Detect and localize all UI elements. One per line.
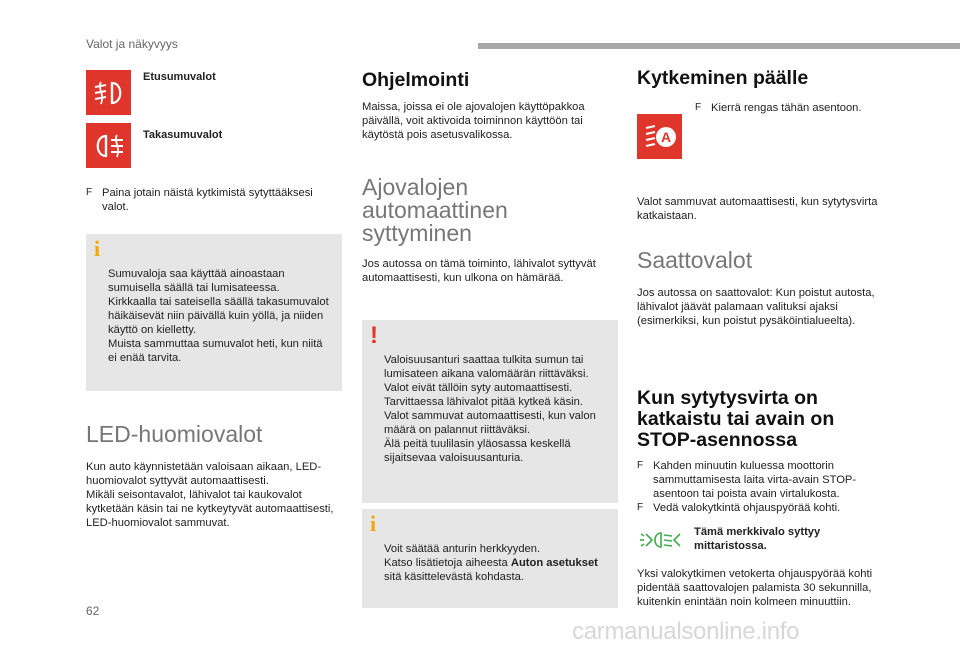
sensor-warning-text: Valoisuusanturi saattaa tulkita sumun tai lumisateen aikana valomäärän riittäväksi. Valot eivät tällöin syty automaattisesti. Tarvittaessa lähivalot pitää kytkeä käsin. Valot sammuvat automaattisesti, kun valon määrä on palannut riittäväksi. Älä peitä tuulilasin yläosassa keskellä sijaitsevaa valoisuusanturia.	[384, 354, 596, 464]
bullet-mark: F	[695, 102, 702, 113]
final-text: Yksi valokytkimen vetokerta ohjauspyörää kohti pidentää saattovalojen palamista 30 sekunnilla, kuitenkin enintään noin kolmeen minuuttiin.	[637, 568, 873, 608]
page-number: 62	[86, 604, 100, 618]
column-2	[362, 60, 618, 608]
header-bar	[478, 43, 960, 49]
auto-headlight-icon	[637, 114, 682, 159]
bullet-mark: F	[637, 460, 644, 471]
auto-lights-title: Ajovalojen automaattinen syttyminen	[362, 174, 508, 246]
rear-fog-label: Takasumuvalot	[143, 129, 223, 141]
switch-on-text: Valot sammuvat automaattisesti, kun sytytysvirta katkaistaan.	[637, 196, 878, 222]
svg-text:A: A	[660, 128, 671, 145]
sensor-info-link: Auton asetukset	[510, 557, 598, 569]
switch-on-title: Kytkeminen päälle	[637, 67, 809, 89]
ignition-off-bullet-2-text: Vedä valokytkintä ohjauspyörää kohti.	[653, 502, 841, 514]
watermark: carmanualsonline.info	[572, 618, 800, 645]
switch-on-row	[637, 101, 893, 161]
programming-text: Maissa, joissa ei ole ajovalojen käyttöpakkoa päivällä, voit aktivoida toiminnon käyttöön tai käytöstä pois asetusvalikossa.	[362, 101, 585, 141]
front-fog-light-icon	[86, 70, 131, 115]
ignition-off-bullet-2	[637, 501, 893, 515]
escort-title: Saattovalot	[637, 247, 753, 273]
programming-title: Ohjelmointi	[362, 69, 470, 91]
sensor-info-box	[362, 509, 618, 608]
info-icon: i	[94, 236, 101, 261]
led-text: Kun auto käynnistetään valoisaan aikaan, LED-huomiovalot syttyvät automaattisesti. Mikäli seisontavalot, lähivalot tai kaukovalot kytketään käsin tai ne kytkeytyvät automaattisesti, LED-huomiovalot sammuvat.	[86, 461, 334, 529]
ignition-off-bullet-1	[637, 459, 893, 501]
indicator-label: Tämä merkkivalo syttyy mittaristossa.	[694, 526, 821, 552]
bullet-mark: F	[637, 502, 644, 513]
col1-bullet-text: Paina jotain näistä kytkimistä sytyttääksesi valot.	[102, 187, 313, 213]
auto-lights-text: Jos autossa on tämä toiminto, lähivalot syttyvät automaattisesti, kun ulkona on hämärää.	[362, 258, 596, 284]
switch-on-bullet-text: Kierrä rengas tähän asentoon.	[711, 102, 862, 114]
escort-text: Jos autossa on saattovalot: Kun poistut autosta, lähivalot jäävät palamaan valituksi ajaksi (esimerkiksi, kun poistut pysäköintialueelta).	[637, 287, 875, 327]
rear-fog-row	[86, 123, 342, 168]
front-fog-label: Etusumuvalot	[143, 71, 216, 83]
bullet-mark: F	[86, 187, 93, 198]
header-section: Valot ja näkyvyys	[86, 37, 178, 51]
warning-icon: !	[370, 322, 378, 349]
ignition-off-bullet-1-text: Kahden minuutin kuluessa moottorin sammuttamisesta laita virta-avain STOP-asentoon tai poista avain virtalukosta.	[653, 460, 857, 500]
column-1	[86, 60, 342, 530]
ignition-off-title: Kun sytytysvirta on katkaistu tai avain on STOP-asennossa	[637, 387, 835, 451]
front-fog-row	[86, 70, 342, 115]
switch-on-bullet	[695, 101, 895, 115]
sensor-info-post: sitä käsittelevästä kohdasta.	[384, 571, 524, 583]
sensor-info-pre: Voit säätää anturin herkkyyden. Katso lisätietoja aiheesta	[384, 543, 541, 569]
led-title: LED-huomiovalot	[86, 421, 263, 447]
indicator-row	[637, 525, 893, 553]
fog-info-text: Sumuvaloja saa käyttää ainoastaan sumuisella säällä tai lumisateessa. Kirkkaalla tai sateisella säällä takasumuvalot häikäisevät niin päivällä kuin yöllä, ja niiden käyttö on kielletty. Muista sammuttaa sumuvalot heti, kun niitä ei enää tarvita.	[108, 268, 329, 364]
column-3	[637, 60, 893, 609]
info-icon: i	[370, 511, 377, 536]
col1-bullet	[86, 186, 342, 214]
fog-info-box	[86, 234, 342, 391]
rear-fog-light-icon	[86, 123, 131, 168]
sensor-warning-box	[362, 320, 618, 503]
low-beam-indicator-icon	[637, 529, 682, 551]
